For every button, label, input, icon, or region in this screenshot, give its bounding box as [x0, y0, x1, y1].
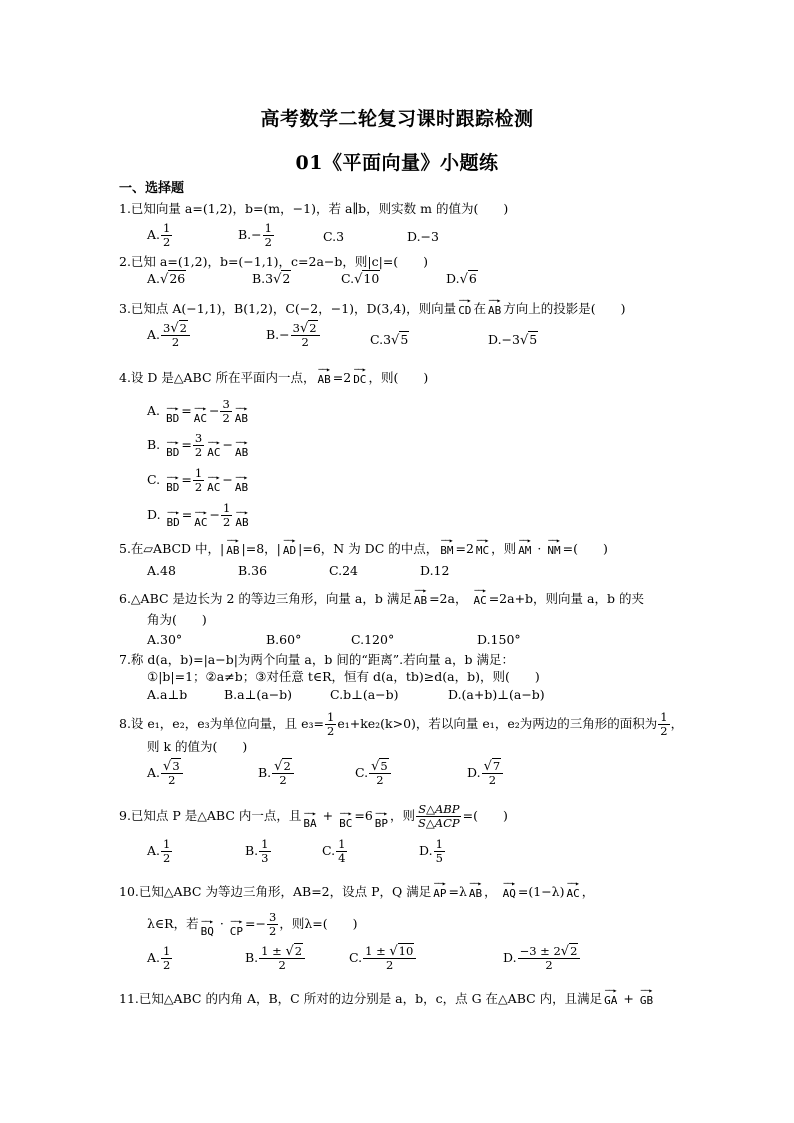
q4-option-d: D. ──▸ BD = ──▸ AC − $\frac{1}{2}$ ──▸ AB	[147, 501, 249, 529]
question-3-stem: 3.已知点 A(−1,1)，B(1,2)，C(−2，−1)，D(3,4)，则向量 ──▸ CD 在 ──▸ AB 方向上的投影是( )	[119, 296, 626, 317]
q2-option-a: A.√26	[147, 271, 186, 287]
question-1-stem: 1.已知向量 a=(1,2)，b=(m，−1)，若 a∥b，则实数 m 的值为( )	[119, 201, 509, 216]
question-8-line2: 则 k 的值为( )	[147, 739, 248, 754]
q9-option-d: D. $\frac{1}{5}$	[419, 837, 443, 865]
q10-option-c: C. $\frac{1 \pm √10}{2}$	[349, 945, 417, 972]
question-7-stem: 7.称 d(a，b)=|a−b|为两个向量 a，b 间的“距离”.若向量 a，b 满足：	[119, 652, 514, 667]
q5-option-d: D.12	[420, 563, 450, 578]
q10-option-b: B. $\frac{1 \pm √2}{2}$	[245, 945, 306, 972]
page-subtitle: 01《平面向量》小题练	[295, 152, 499, 174]
q8-option-d: D. $\frac{√7}{2}$	[467, 760, 504, 787]
q7-option-b: B.a⊥(a−b)	[224, 687, 293, 702]
question-6-line2: 角为( )	[147, 612, 207, 627]
q10-option-d: D. $\frac{-3 \pm 2√2}{2}$	[503, 945, 581, 972]
q5-option-c: C.24	[329, 563, 358, 578]
q2-option-b: B.3√2	[252, 271, 291, 287]
q6-option-c: C.120°	[351, 632, 395, 647]
q3-option-c: C.3√5	[370, 332, 409, 348]
question-9-stem: 9.已知点 P 是△ABC 内一点，且 ──▸ BA + ──▸ BC =6 ──▸ BP ，则 $\frac{\text{S△ABP}}{\text{S△ACP}}$ =( )	[119, 802, 508, 830]
q5-option-b: B.36	[238, 563, 268, 578]
q1-option-b: B.− $\frac{1}{2}$	[238, 221, 272, 249]
q2-option-d: D.√6	[446, 271, 477, 287]
q5-option-a: A.48	[147, 563, 176, 578]
q9-option-c: C. $\frac{1}{4}$	[322, 837, 346, 865]
question-5-stem: 5.在▱ABCD 中，| ──▸ AB |=8，| ──▸ AD |=6，N 为 DC 的中点， ──▸ BM =2 ──▸ MC ，则 ──▸ AM · ──▸ NM =( )	[119, 536, 608, 557]
q3-option-a: A. $\frac{3√2}{2}$	[147, 322, 191, 349]
q1-option-c: C.3	[323, 229, 345, 244]
q4-option-b: B. ──▸ BD = $\frac{3}{2}$ ──▸ AC − ──▸ AB	[147, 431, 249, 459]
question-10-line2: λ∈R，若 ──▸ BQ · ──▸ CP =− $\frac{3}{2}$ ，则λ=( )	[147, 910, 358, 938]
q1-option-d: D.−3	[407, 229, 439, 244]
q6-option-d: D.150°	[477, 632, 521, 647]
q8-option-a: A. $\frac{√3}{2}$	[147, 760, 184, 787]
q2-option-c: C.√10	[341, 271, 380, 287]
q6-option-b: B.60°	[266, 632, 302, 647]
page-title: 高考数学二轮复习课时跟踪检测	[260, 108, 534, 130]
vector-cd: ──▸ CD	[458, 296, 472, 317]
q9-option-b: B. $\frac{1}{3}$	[245, 837, 269, 865]
question-8-stem: 8.设 e₁，e₂，e₃为单位向量，且 e₃= $\frac{1}{2}$ e₁+ke₂(k>0)，若以向量 e₁，e₂为两边的三角形的面积为 $\frac{1}{2}$ ，	[119, 710, 684, 738]
q4-option-a: A. ──▸ BD = ──▸ AC − $\frac{3}{2}$ ──▸ AB	[147, 397, 249, 425]
question-6-stem: 6.△ABC 是边长为 2 的等边三角形，向量 a，b 满足 ──▸ AB =2a， ──▸ AC =2a+b，则向量 a，b 的夹	[119, 586, 644, 607]
q10-option-a: A. $\frac{1}{2}$	[147, 944, 171, 972]
q8-option-c: C. $\frac{√5}{2}$	[355, 760, 392, 787]
q4-option-c: C. ──▸ BD = $\frac{1}{2}$ ──▸ AC − ──▸ AB	[147, 466, 249, 494]
vector-ab: ──▸ AB	[487, 296, 502, 317]
q7-option-a: A.a⊥b	[147, 687, 188, 702]
question-7-line2: ①|b|=1；②a≠b；③对任意 t∈R，恒有 d(a，tb)≥d(a，b)，则( )	[147, 669, 540, 684]
question-2-stem: 2.已知 a=(1,2)，b=(−1,1)，c=2a−b，则|c|=( )	[119, 254, 429, 269]
q6-option-a: A.30°	[147, 632, 183, 647]
q3-option-b: B.− $\frac{3√2}{2}$	[266, 322, 321, 349]
q7-option-c: C.b⊥(a−b)	[330, 687, 399, 702]
q1-option-a: A. $\frac{1}{2}$	[147, 221, 171, 249]
question-10-stem: 10.已知△ABC 为等边三角形，AB=2，设点 P，Q 满足 ──▸ AP =λ ──▸ AB ， ──▸ AQ =(1−λ) ──▸ AC ，	[119, 879, 595, 900]
question-4-stem: 4.设 D 是△ABC 所在平面内一点， ──▸ AB =2 ──▸ DC ，则( )	[119, 365, 429, 386]
q8-option-b: B. $\frac{√2}{2}$	[258, 760, 295, 787]
q9-option-a: A. $\frac{1}{2}$	[147, 837, 171, 865]
section-heading: 一、选择题	[119, 181, 185, 196]
q7-option-d: D.(a+b)⊥(a−b)	[448, 687, 545, 702]
question-11-stem: 11.已知△ABC 的内角 A，B，C 所对的边分别是 a，b，c，点 G 在△ABC 内，且满足 ──▸ GA + ──▸ GB	[119, 986, 654, 1007]
q3-option-d: D.−3√5	[488, 332, 538, 348]
